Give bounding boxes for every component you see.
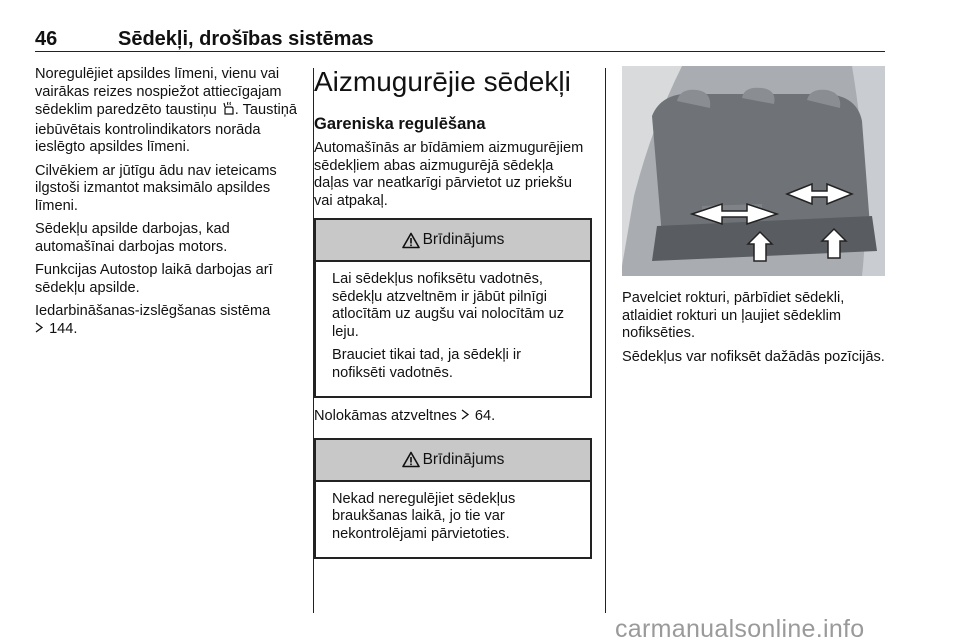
paragraph-heating-level: Noregulējiet apsildes līmeni, vienu vai vairākas reizes nospiežot attiecīgajam sēdeklim paredzēto taustiņu . Taustiņā iebūvētais kontrolindikators norāda ieslēgto apsildes līmeni. [35,66,297,155]
header-divider [35,51,885,52]
section-title: Aizmugurējie sēdekļi [314,66,571,97]
warning-header [316,220,590,262]
paragraph-pull-handle: Pavelciet rokturi, pārbīdiet sēdekli, atlaidiet rokturi un ļaujiet sēdeklim nofiksēties. [622,290,845,341]
page-header-title: Sēdekļi, drošības sistēmas [118,28,374,50]
seat-heating-icon [221,101,235,122]
arrow-reference-icon [35,321,45,339]
paragraph-engine-running: Sēdekļu apsilde darbojas, kad automašīnai darbojas motors. [35,221,230,255]
page-reference-link[interactable]: 64. [474,408,496,424]
paragraph-positions: Sēdekļus var nofiksēt dažādās pozīcijās. [622,348,885,365]
watermark: carmanualsonline.info [615,615,865,643]
paragraph-intro: Automašīnās ar bīdāmiem aizmugurējiem sēdekļiem abas aizmugurējā sēdekļa daļas var neatkarīgi pārvietot uz priekšu vai atpakaļ. [314,140,584,209]
paragraph-folding-ref: Nolokāmas atzveltnes 64. [314,408,496,424]
page-reference-link[interactable]: 144. [49,320,78,337]
warning-header [316,440,590,482]
rear-seat-adjustment-photo [622,66,885,276]
warning-body [316,482,590,558]
column-right [622,66,885,372]
arrow-reference-icon [461,408,471,426]
warning-title: Brīdinājums [422,231,505,249]
page-number: 46 [35,28,58,50]
warning-triangle-icon [402,451,420,468]
warning-body [316,262,590,396]
warning-title: Brīdinājums [422,450,505,468]
warning-paragraph: Nekad neregulējiet sēdekļus braukšanas laikā, jo tie var nekontrolējami pārvietoties. [332,490,516,542]
paragraph-sensitive-skin: Cilvēkiem ar jūtīgu ādu nav ieteicams ilgstoši izmantot maksimālo apsildes līmeni. [35,162,277,214]
column-middle [314,66,592,569]
warning-paragraph: Lai sēdekļus nofiksētu vadotnēs, sēdekļu atzveltnēm ir jābūt pilnīgi atlocītām uz augšu vai nolocītām uz leju. [332,271,564,340]
warning-box-1 [314,218,592,398]
warning-triangle-icon [402,232,420,249]
column-divider-2 [605,68,606,613]
column-left [35,66,302,344]
warning-paragraph: Brauciet tikai tad, ja sēdekļi ir nofiksēti vadotnēs. [332,347,521,381]
paragraph-start-stop-ref: Iedarbināšanas-izslēgšanas sistēma 144. [35,303,271,337]
subsection-title: Gareniska regulēšana [314,115,486,133]
warning-box-2 [314,438,592,560]
paragraph-autostop: Funkcijas Autostop laikā darbojas arī sēdekļu apsilde. [35,262,273,296]
